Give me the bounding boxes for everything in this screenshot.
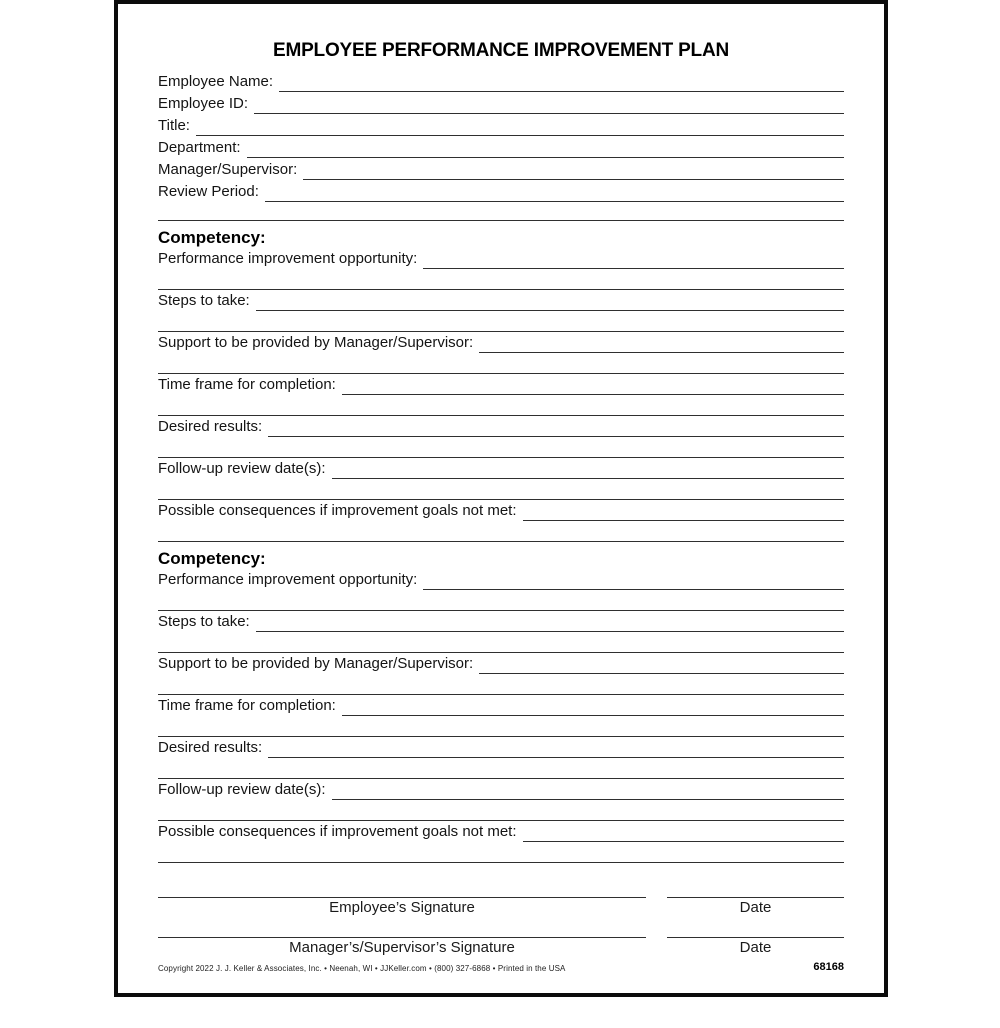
field-support-provided (158, 332, 844, 374)
field-time-frame (158, 695, 844, 737)
field-label: Review Period: (158, 183, 259, 200)
manager-signature-labels (158, 938, 844, 960)
field-steps-to-take (158, 290, 844, 332)
field-label: Steps to take: (158, 613, 250, 630)
field-label: Employee Name: (158, 73, 274, 90)
blank-line (332, 781, 844, 800)
continuation-line (158, 674, 844, 695)
signature-label: Employee’s Signature (329, 899, 475, 916)
blank-line (479, 655, 844, 674)
blank-line (523, 823, 844, 842)
field-title (158, 114, 844, 136)
blank-line (342, 376, 844, 395)
field-performance-improvement-opportunity (158, 569, 844, 611)
date-label: Date (739, 899, 772, 916)
date-label: Date (739, 939, 772, 956)
continuation-line (158, 632, 844, 653)
continuation-line (158, 716, 844, 737)
field-employee-name (158, 70, 844, 92)
field-label: Desired results: (158, 739, 263, 756)
blank-line (196, 117, 844, 136)
field-label: Steps to take: (158, 292, 250, 309)
field-label: Possible consequences if improvement goals not met: (158, 823, 517, 840)
blank-line (479, 334, 844, 353)
blank-line (332, 460, 844, 479)
blank-line (423, 571, 844, 590)
blank-line (254, 95, 844, 114)
continuation-line (158, 395, 844, 416)
field-support-provided (158, 653, 844, 695)
competency-heading: Competency: (158, 549, 266, 568)
field-label: Follow-up review date(s): (158, 781, 326, 798)
field-label: Title: (158, 117, 190, 134)
field-review-period (158, 180, 844, 202)
form-content (118, 39, 884, 1028)
continuation-line (158, 800, 844, 821)
blank-line (423, 250, 844, 269)
footer (158, 960, 844, 974)
field-time-frame (158, 374, 844, 416)
separator-line (158, 202, 844, 221)
continuation-line (158, 437, 844, 458)
field-department (158, 136, 844, 158)
field-label: Department: (158, 139, 241, 156)
competency-heading: Competency: (158, 228, 266, 247)
field-desired-results (158, 737, 844, 779)
field-label: Possible consequences if improvement goals not met: (158, 502, 517, 519)
top-fields (158, 70, 844, 202)
competency-section-2 (158, 548, 844, 863)
field-label: Support to be provided by Manager/Supervisor: (158, 334, 474, 351)
copyright-text: Copyright 2022 J. J. Keller & Associates, Inc. • Neenah, WI • JJKeller.com • (800) 327-6868 • Printed in the USA (158, 964, 566, 973)
continuation-line (158, 590, 844, 611)
employee-signature-row (158, 863, 844, 898)
signature-label: Manager’s/Supervisor’s Signature (289, 939, 515, 956)
field-label: Time frame for completion: (158, 376, 336, 393)
field-manager-supervisor (158, 158, 844, 180)
employee-signature-labels (158, 898, 844, 920)
form-number: 68168 (813, 961, 844, 973)
field-label: Employee ID: (158, 95, 249, 112)
blank-line (256, 613, 844, 632)
blank-line (268, 418, 844, 437)
field-label: Support to be provided by Manager/Supervisor: (158, 655, 474, 672)
field-label: Performance improvement opportunity: (158, 250, 418, 267)
blank-line (303, 161, 844, 180)
field-label: Follow-up review date(s): (158, 460, 326, 477)
continuation-line (158, 479, 844, 500)
blank-line (256, 292, 844, 311)
blank-line (342, 697, 844, 716)
field-desired-results (158, 416, 844, 458)
field-possible-consequences (158, 500, 844, 542)
continuation-line (158, 842, 844, 863)
blank-line (247, 139, 844, 158)
form-title: EMPLOYEE PERFORMANCE IMPROVEMENT PLAN (272, 40, 730, 61)
continuation-line (158, 353, 844, 374)
field-label: Desired results: (158, 418, 263, 435)
field-performance-improvement-opportunity (158, 248, 844, 290)
blank-line (265, 183, 844, 202)
signature-block (158, 863, 844, 960)
competency-section-1 (158, 227, 844, 542)
blank-line (523, 502, 844, 521)
field-follow-up-review-dates (158, 458, 844, 500)
field-label: Manager/Supervisor: (158, 161, 298, 178)
blank-line (279, 73, 844, 92)
field-possible-consequences (158, 821, 844, 863)
manager-signature-row (158, 920, 844, 938)
field-label: Time frame for completion: (158, 697, 336, 714)
field-employee-id (158, 92, 844, 114)
continuation-line (158, 521, 844, 542)
continuation-line (158, 269, 844, 290)
field-follow-up-review-dates (158, 779, 844, 821)
continuation-line (158, 758, 844, 779)
continuation-line (158, 311, 844, 332)
field-steps-to-take (158, 611, 844, 653)
form-page (114, 0, 888, 997)
field-label: Performance improvement opportunity: (158, 571, 418, 588)
blank-line (268, 739, 844, 758)
